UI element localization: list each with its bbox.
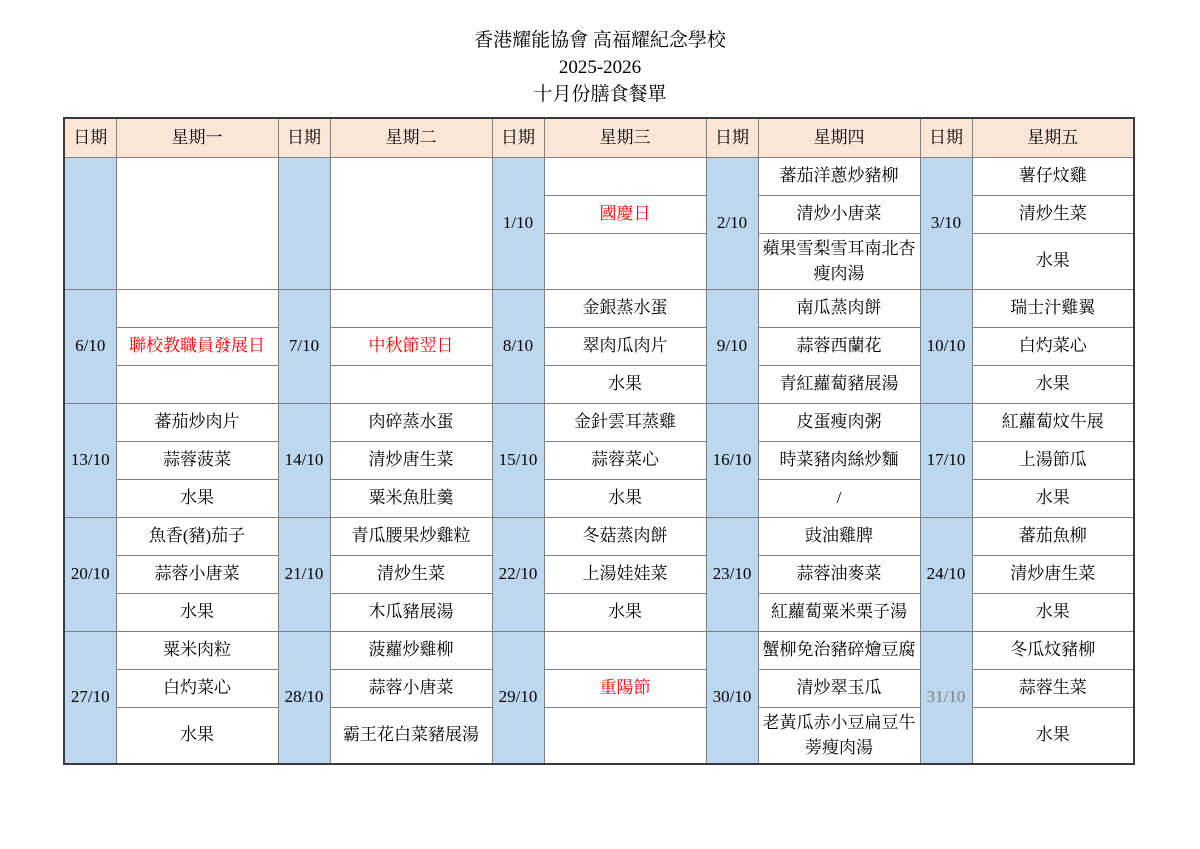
dish-cell: 清炒翠玉瓜 bbox=[758, 669, 920, 707]
holiday-cell: 國慶日 bbox=[544, 195, 706, 233]
dish-cell: 水果 bbox=[116, 707, 278, 764]
dish-cell: 蕃茄洋蔥炒豬柳 bbox=[758, 157, 920, 195]
menu-row bbox=[64, 517, 1134, 555]
menu-row bbox=[64, 631, 1134, 669]
dish-cell: 南瓜蒸肉餅 bbox=[758, 289, 920, 327]
dish-cell: 粟米魚肚羹 bbox=[330, 479, 492, 517]
dish-cell: 白灼菜心 bbox=[116, 669, 278, 707]
menu-table-body bbox=[64, 157, 1134, 764]
date-cell: 14/10 bbox=[278, 403, 330, 517]
dish-cell: 皮蛋瘦肉粥 bbox=[758, 403, 920, 441]
date-cell: 8/10 bbox=[492, 289, 544, 403]
empty-menu-cell bbox=[330, 365, 492, 403]
dish-cell: 豉油雞脾 bbox=[758, 517, 920, 555]
date-cell: 16/10 bbox=[706, 403, 758, 517]
empty-menu-cell bbox=[544, 233, 706, 289]
menu-row bbox=[64, 707, 1134, 764]
dish-cell: 蒜蓉菜心 bbox=[544, 441, 706, 479]
empty-menu-cell bbox=[116, 289, 278, 327]
dish-cell: 清炒小唐菜 bbox=[758, 195, 920, 233]
date-header: 日期 bbox=[492, 118, 544, 157]
school-year: 2025-2026 bbox=[558, 57, 642, 78]
date-cell: 30/10 bbox=[706, 631, 758, 764]
dish-cell: 水果 bbox=[972, 233, 1134, 289]
dish-cell: 水果 bbox=[116, 593, 278, 631]
table-header-row bbox=[64, 118, 1134, 157]
menu-row bbox=[64, 555, 1134, 593]
date-cell: 31/10 bbox=[920, 631, 972, 764]
dish-cell: 白灼菜心 bbox=[972, 327, 1134, 365]
dish-cell: 水果 bbox=[544, 365, 706, 403]
empty-menu-cell bbox=[116, 157, 278, 289]
dish-cell: 翠肉瓜肉片 bbox=[544, 327, 706, 365]
date-cell: 27/10 bbox=[64, 631, 116, 764]
weekday-header-friday: 星期五 bbox=[972, 118, 1134, 157]
date-cell: 20/10 bbox=[64, 517, 116, 631]
menu-row bbox=[64, 669, 1134, 707]
dish-cell: 青瓜腰果炒雞粒 bbox=[330, 517, 492, 555]
weekday-header-monday: 星期一 bbox=[116, 118, 278, 157]
dish-cell: 肉碎蒸水蛋 bbox=[330, 403, 492, 441]
dish-cell: 蒜蓉菠菜 bbox=[116, 441, 278, 479]
date-cell: 22/10 bbox=[492, 517, 544, 631]
dish-cell: 冬菇蒸肉餅 bbox=[544, 517, 706, 555]
dish-cell: 魚香(豬)茄子 bbox=[116, 517, 278, 555]
meal-menu-table bbox=[63, 117, 1135, 765]
dish-cell: 菠蘿炒雞柳 bbox=[330, 631, 492, 669]
dish-cell: 蒜蓉生菜 bbox=[972, 669, 1134, 707]
empty-menu-cell bbox=[544, 707, 706, 764]
dish-cell: 紅蘿蔔炆牛展 bbox=[972, 403, 1134, 441]
school-title: 香港耀能協會 高福耀紀念學校 bbox=[474, 30, 726, 51]
dish-cell: 金針雲耳蒸雞 bbox=[544, 403, 706, 441]
date-header: 日期 bbox=[920, 118, 972, 157]
weekday-header-wednesday: 星期三 bbox=[544, 118, 706, 157]
dish-cell: 清炒唐生菜 bbox=[330, 441, 492, 479]
dish-cell: 木瓜豬展湯 bbox=[330, 593, 492, 631]
dish-cell: 水果 bbox=[972, 365, 1134, 403]
dish-cell: 薯仔炆雞 bbox=[972, 157, 1134, 195]
holiday-cell: 重陽節 bbox=[544, 669, 706, 707]
menu-row bbox=[64, 441, 1134, 479]
dish-cell: 蕃茄魚柳 bbox=[972, 517, 1134, 555]
dish-cell: 蟹柳免治豬碎燴豆腐 bbox=[758, 631, 920, 669]
dish-cell: 水果 bbox=[544, 593, 706, 631]
dish-cell: 金銀蒸水蛋 bbox=[544, 289, 706, 327]
date-cell: 1/10 bbox=[492, 157, 544, 289]
date-cell: 3/10 bbox=[920, 157, 972, 289]
dish-cell: 瑞士汁雞翼 bbox=[972, 289, 1134, 327]
menu-title: 十月份膳食餐單 bbox=[533, 84, 667, 105]
dish-cell: 蒜蓉小唐菜 bbox=[116, 555, 278, 593]
menu-row bbox=[64, 157, 1134, 195]
dish-cell: 蕃茄炒肉片 bbox=[116, 403, 278, 441]
dish-cell: 蒜蓉小唐菜 bbox=[330, 669, 492, 707]
menu-row bbox=[64, 327, 1134, 365]
date-cell: 23/10 bbox=[706, 517, 758, 631]
dish-cell: 青紅蘿蔔豬展湯 bbox=[758, 365, 920, 403]
menu-row bbox=[64, 403, 1134, 441]
date-cell: 15/10 bbox=[492, 403, 544, 517]
menu-row bbox=[64, 365, 1134, 403]
dish-cell: 水果 bbox=[544, 479, 706, 517]
weekday-header-thursday: 星期四 bbox=[758, 118, 920, 157]
date-cell: 2/10 bbox=[706, 157, 758, 289]
dish-cell: 清炒生菜 bbox=[972, 195, 1134, 233]
date-cell: 13/10 bbox=[64, 403, 116, 517]
empty-menu-cell bbox=[330, 157, 492, 289]
dish-cell: 老黃瓜赤小豆扁豆牛蒡瘦肉湯 bbox=[758, 707, 920, 764]
title-block bbox=[0, 0, 1200, 108]
empty-menu-cell bbox=[116, 365, 278, 403]
holiday-cell: 聯校教職員發展日 bbox=[116, 327, 278, 365]
dish-cell: 清炒唐生菜 bbox=[972, 555, 1134, 593]
dish-cell: 上湯節瓜 bbox=[972, 441, 1134, 479]
dish-cell: / bbox=[758, 479, 920, 517]
dish-cell: 水果 bbox=[116, 479, 278, 517]
dish-cell: 霸王花白菜豬展湯 bbox=[330, 707, 492, 764]
weekday-header-tuesday: 星期二 bbox=[330, 118, 492, 157]
dish-cell: 水果 bbox=[972, 593, 1134, 631]
date-cell bbox=[278, 157, 330, 289]
date-cell: 17/10 bbox=[920, 403, 972, 517]
date-cell: 28/10 bbox=[278, 631, 330, 764]
date-header: 日期 bbox=[278, 118, 330, 157]
dish-cell: 蒜蓉西蘭花 bbox=[758, 327, 920, 365]
empty-menu-cell bbox=[544, 157, 706, 195]
date-cell bbox=[64, 157, 116, 289]
dish-cell: 冬瓜炆豬柳 bbox=[972, 631, 1134, 669]
menu-row bbox=[64, 479, 1134, 517]
menu-row bbox=[64, 593, 1134, 631]
date-cell: 21/10 bbox=[278, 517, 330, 631]
date-header: 日期 bbox=[64, 118, 116, 157]
date-cell: 10/10 bbox=[920, 289, 972, 403]
empty-menu-cell bbox=[544, 631, 706, 669]
empty-menu-cell bbox=[330, 289, 492, 327]
dish-cell: 紅蘿蔔粟米栗子湯 bbox=[758, 593, 920, 631]
date-cell: 6/10 bbox=[64, 289, 116, 403]
date-cell: 9/10 bbox=[706, 289, 758, 403]
menu-row bbox=[64, 289, 1134, 327]
dish-cell: 上湯娃娃菜 bbox=[544, 555, 706, 593]
holiday-cell: 中秋節翌日 bbox=[330, 327, 492, 365]
date-header: 日期 bbox=[706, 118, 758, 157]
dish-cell: 水果 bbox=[972, 479, 1134, 517]
dish-cell: 蒜蓉油麥菜 bbox=[758, 555, 920, 593]
dish-cell: 清炒生菜 bbox=[330, 555, 492, 593]
date-cell: 29/10 bbox=[492, 631, 544, 764]
dish-cell: 水果 bbox=[972, 707, 1134, 764]
date-cell: 24/10 bbox=[920, 517, 972, 631]
date-cell: 7/10 bbox=[278, 289, 330, 403]
dish-cell: 粟米肉粒 bbox=[116, 631, 278, 669]
dish-cell: 蘋果雪梨雪耳南北杏瘦肉湯 bbox=[758, 233, 920, 289]
dish-cell: 時菜豬肉絲炒麵 bbox=[758, 441, 920, 479]
